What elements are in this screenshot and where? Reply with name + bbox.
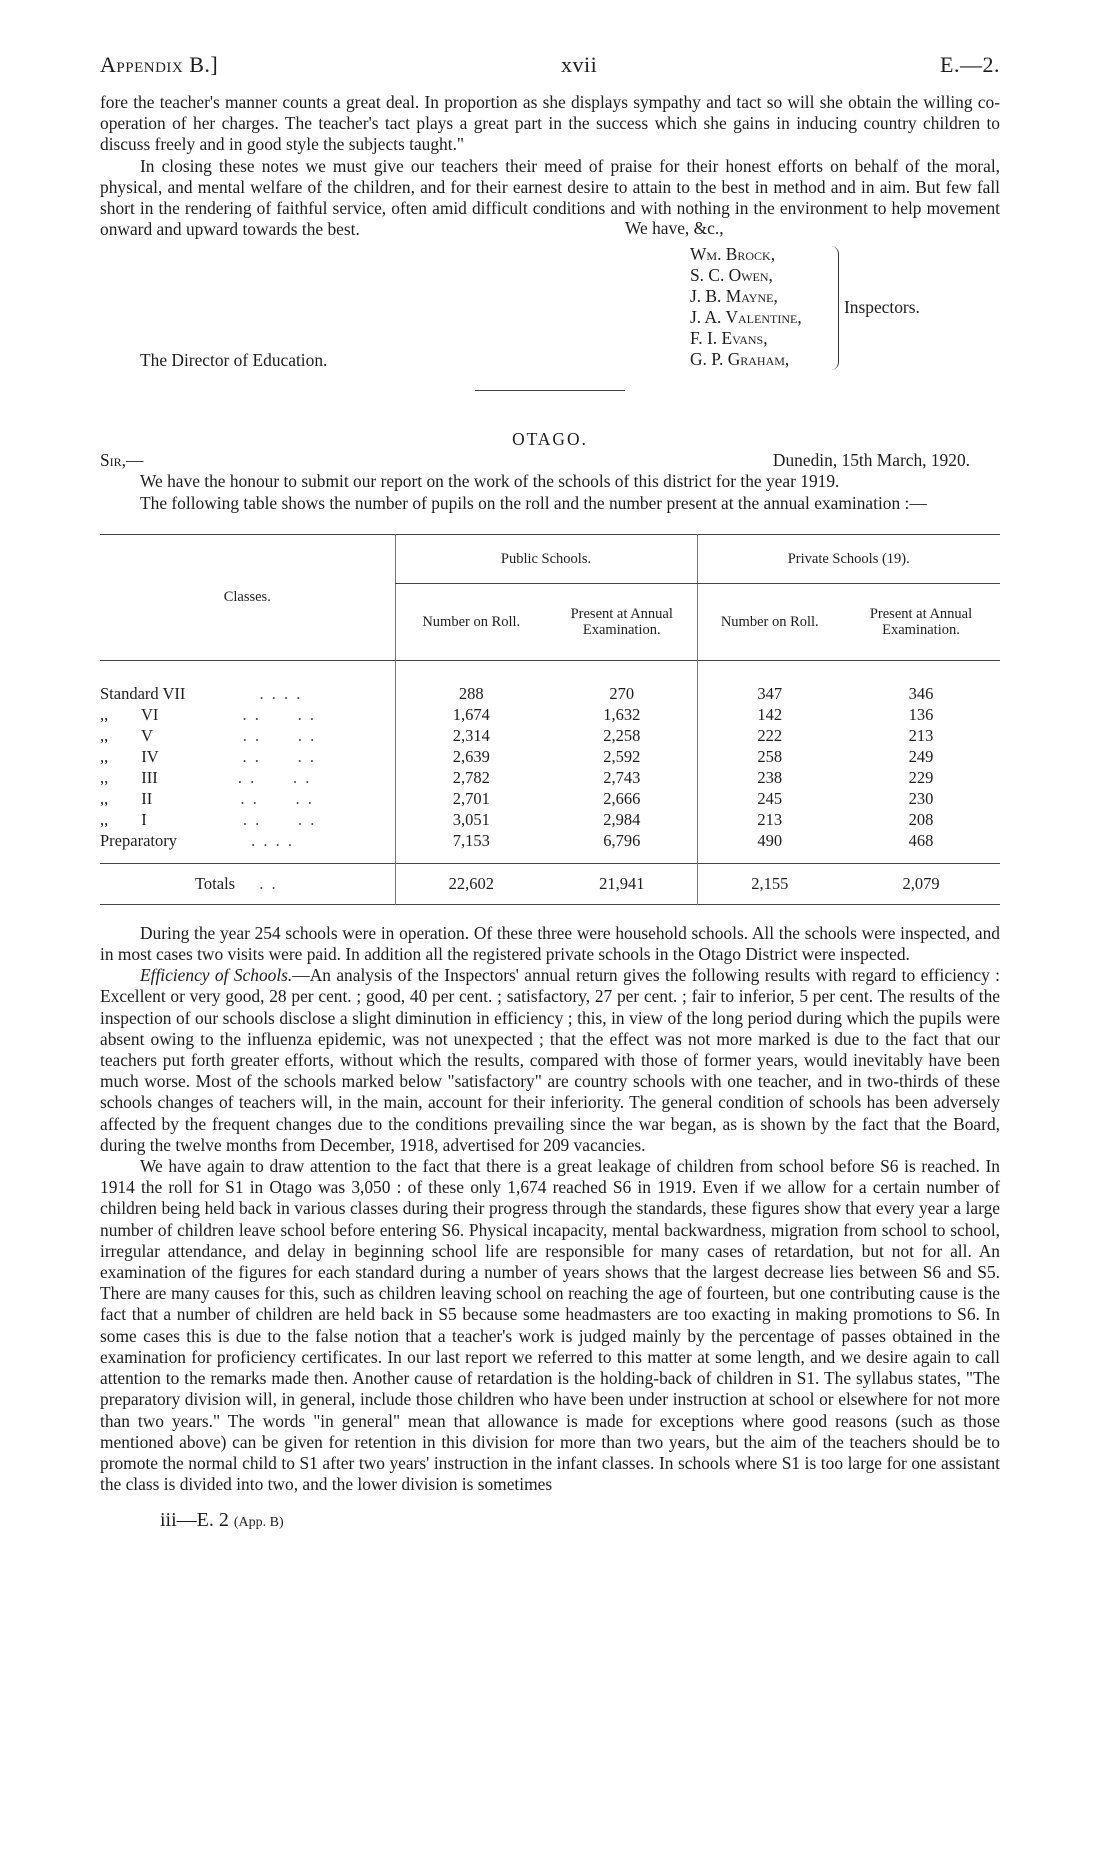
we-have-line: We have, &c., [625, 218, 724, 239]
public-present-cell: 6,796 [603, 830, 641, 850]
public-present-total: 21,941 [599, 874, 645, 894]
efficiency-heading: Efficiency of Schools. [140, 965, 293, 986]
public-roll-cell: 288 [395, 683, 547, 704]
report-paragraph-2: The following table shows the number of pupils on the roll and the number present at the annual examination :— [140, 492, 927, 513]
running-header [100, 52, 1000, 92]
signer-name: J. A. Valentine, [690, 307, 802, 328]
public-present-cell: 2,258 [603, 725, 641, 745]
public-roll-header: Number on Roll. [395, 583, 547, 660]
private-roll-cell: 142 [697, 704, 842, 725]
totals-label: Totals [195, 874, 236, 894]
public-present-cell: 1,632 [603, 704, 641, 724]
public-roll-cell: 3,051 [395, 809, 547, 830]
salutation: Sir,— [100, 450, 144, 471]
header-page-number: xvii [561, 52, 598, 77]
table-row [100, 725, 1000, 746]
public-roll-cell: 2,639 [395, 746, 547, 767]
signer-name: Wm. Brock, [690, 244, 776, 265]
intro-paragraph-1: fore the teacher's manner counts a great deal. In proportion as she displays sympathy and tact so will she obtain the willing co-operation of her charges. The teacher's tact plays a great part in the success which she gains in inducing country children to discuss freely and in good style the subjects taught." [100, 92, 1000, 155]
section-divider [475, 390, 625, 391]
efficiency-paragraph [100, 965, 1000, 1156]
public-present-cell: 270 [609, 683, 635, 703]
header-paper-code: E.—2. [940, 52, 1000, 77]
class-label: ,, II [100, 788, 153, 808]
efficiency-text: —An analysis of the Inspectors' annual return gives the following results with regard to efficiency : Excellent or very good, 28 per cent. ; good, 40 per cent. ; satisfactory, 27 per cent. ; fair to inferior, 5 per cent. The results of the inspection of our schools disclose a slight diminution in efficiency ; this, in view of the long period during which the pupils were absent owing to the influenza epidemic, was not unexpected ; that the effect was not more marked is due to the fact that our teachers put forth greater efforts, without which the results, compared with those of former years, would inevitably have been much worse. Most of the schools marked below "satisfactory" are country schools with one teacher, and in two-thirds of these schools changes of teachers will, in the main, account for their inferiority. The general condition of schools has been adversely affected by the frequent changes due to the conditions prevailing since the war began, as is shown by the fact that the Board, during the twelve months from December, 1918, advertised for 209 vacancies. [100, 965, 1000, 1155]
private-roll-cell: 490 [697, 830, 842, 851]
private-roll-cell: 213 [697, 809, 842, 830]
public-roll-cell: 2,782 [395, 767, 547, 788]
public-schools-header: Public Schools. [395, 534, 697, 583]
signer-name: F. I. Evans, [690, 328, 768, 349]
private-roll-total: 2,155 [697, 863, 842, 904]
table-row [100, 704, 1000, 725]
private-roll-cell: 258 [697, 746, 842, 767]
class-label: Preparatory [100, 830, 177, 850]
public-present-header: Present at Annual Examination. [570, 605, 673, 638]
private-present-header: Present at Annual Examination. [869, 605, 973, 638]
leader-dots: . . . . [251, 830, 294, 850]
private-roll-cell: 222 [697, 725, 842, 746]
private-roll-cell: 238 [697, 767, 842, 788]
public-present-cell: 2,592 [603, 746, 641, 766]
class-label: ,, III [100, 767, 158, 787]
leakage-paragraph: We have again to draw attention to the fact that there is a great leakage of children from school before S6 is reached. In 1914 the roll for S1 in Otago was 3,050 : of these only 1,674 reached S6 in 1919. Even if we allow for a certain number of children being held back in various classes during their progress through the standards, these figures show that every year a large number of children leave school before entering S6. Physical incapacity, mental backwardness, migration from school to school, irregular attendance, and delay in beginning school life are responsible for many cases of retardation, but not for all. An examination of the figures for each standard during a number of years shows that the largest decrease lies between S6 and S5. There are many causes for this, such as children leaving school on reaching the age of fourteen, but one contributing cause is the fact that a number of children are held back in S5 because some headmasters are too exacting in making promotions to S6. In some cases this is due to the false notion that a teacher's work is judged mainly by the percentage of passes obtained in the examination for proficiency certificates. In our last report we referred to this matter at some length, and we desire again to call attention to the remarks made then. Another cause of retardation is the holding-back of children in S1. The syllabus states, "The preparatory division will, in general, include those children who have been under instruction at school or elsewhere for not more than two years." The words "in general" mean that allowance is made for exceptions where good reasons (such as those mentioned above) can be given for retention in this division for more than two years, but the aim of the teachers should be to promote the normal child to S1 after two years' instruction in the infant classes. In schools where S1 is too large for one assistant the class is divided into two, and the lower division is sometimes [100, 1156, 1000, 1495]
pupils-table [100, 534, 1000, 905]
classes-header: Classes. [100, 534, 395, 660]
public-roll-cell: 2,701 [395, 788, 547, 809]
class-label: ,, IV [100, 746, 159, 766]
signature-mark-text: iii—E. 2 [160, 1509, 229, 1532]
private-present-cell: 208 [908, 809, 934, 829]
salutation-line [100, 450, 1000, 471]
public-present-cell: 2,743 [603, 767, 641, 787]
leader-dots: . . . . [240, 788, 314, 808]
private-present-cell: 229 [908, 767, 934, 787]
private-present-cell: 249 [908, 746, 934, 766]
public-present-cell: 2,984 [603, 809, 641, 829]
place-date: Dunedin, 15th March, 1920. [772, 450, 970, 471]
leader-dots: . . . . [259, 683, 303, 703]
public-roll-total: 22,602 [395, 863, 547, 904]
public-roll-cell: 7,153 [395, 830, 547, 851]
private-present-total: 2,079 [902, 874, 940, 894]
signer-name: G. P. Graham, [690, 349, 790, 370]
table-row [100, 746, 1000, 767]
private-present-cell: 136 [908, 704, 934, 724]
table-row [100, 683, 1000, 704]
private-present-cell: 230 [908, 788, 934, 808]
private-present-cell: 346 [908, 683, 934, 703]
private-schools-header: Private Schools (19). [697, 534, 1000, 583]
private-present-cell: 213 [908, 725, 934, 745]
signer-role: Inspectors. [844, 297, 920, 318]
signer-list [690, 244, 802, 370]
leader-dots: . . . . [242, 704, 316, 724]
operation-paragraph: During the year 254 schools were in operation. Of these three were household schools. All the schools were inspected, and in most cases two visits were paid. In addition all the registered private schools in the Otago District were inspected. [100, 922, 1000, 965]
private-present-cell: 468 [908, 830, 934, 850]
table-row [100, 830, 1000, 851]
table-row [100, 767, 1000, 788]
table-row [100, 788, 1000, 809]
leader-dots: . . . . [237, 767, 312, 787]
totals-row [100, 863, 1000, 904]
private-roll-cell: 347 [697, 683, 842, 704]
public-roll-cell: 2,314 [395, 725, 547, 746]
header-appendix: Appendix B.] [100, 52, 219, 77]
public-present-cell: 2,666 [603, 788, 641, 808]
signer-name: J. B. Mayne, [690, 286, 778, 307]
leader-dots: . . . . [242, 809, 317, 829]
private-roll-header: Number on Roll. [697, 583, 842, 660]
leader-dots: . . . . [242, 746, 316, 766]
addressee: The Director of Education. [140, 350, 328, 371]
class-label: ,, I [100, 809, 147, 829]
signature-mark [100, 1509, 1000, 1532]
page [100, 52, 1000, 1532]
report-paragraph-1: We have the honour to submit our report on the work of the schools of this district for the year 1919. [140, 471, 840, 492]
leader-dots: . . . . [242, 725, 317, 745]
intro-paragraph-2: In closing these notes we must give our teachers their meed of praise for their honest efforts on behalf of the moral, physical, and mental welfare of the children, and for their earnest desire to attain to the best in method and in aim. But few fall short in the rendering of faithful service, often amid difficult conditions and with nothing in the environment to help movement onward and upward towards the best. [100, 155, 1000, 240]
leader-dots: . . [259, 874, 278, 894]
signature-block [100, 218, 1000, 390]
table-row [100, 809, 1000, 830]
signer-brace [830, 246, 839, 370]
class-label: ,, VI [100, 704, 159, 724]
private-roll-cell: 245 [697, 788, 842, 809]
signature-mark-app: (App. B) [233, 1515, 284, 1531]
section-title: OTAGO. [512, 429, 588, 450]
signer-name: S. C. Owen, [690, 265, 773, 286]
public-roll-cell: 1,674 [395, 704, 547, 725]
class-label: ,, V [100, 725, 153, 745]
class-label: Standard VII [100, 683, 186, 703]
